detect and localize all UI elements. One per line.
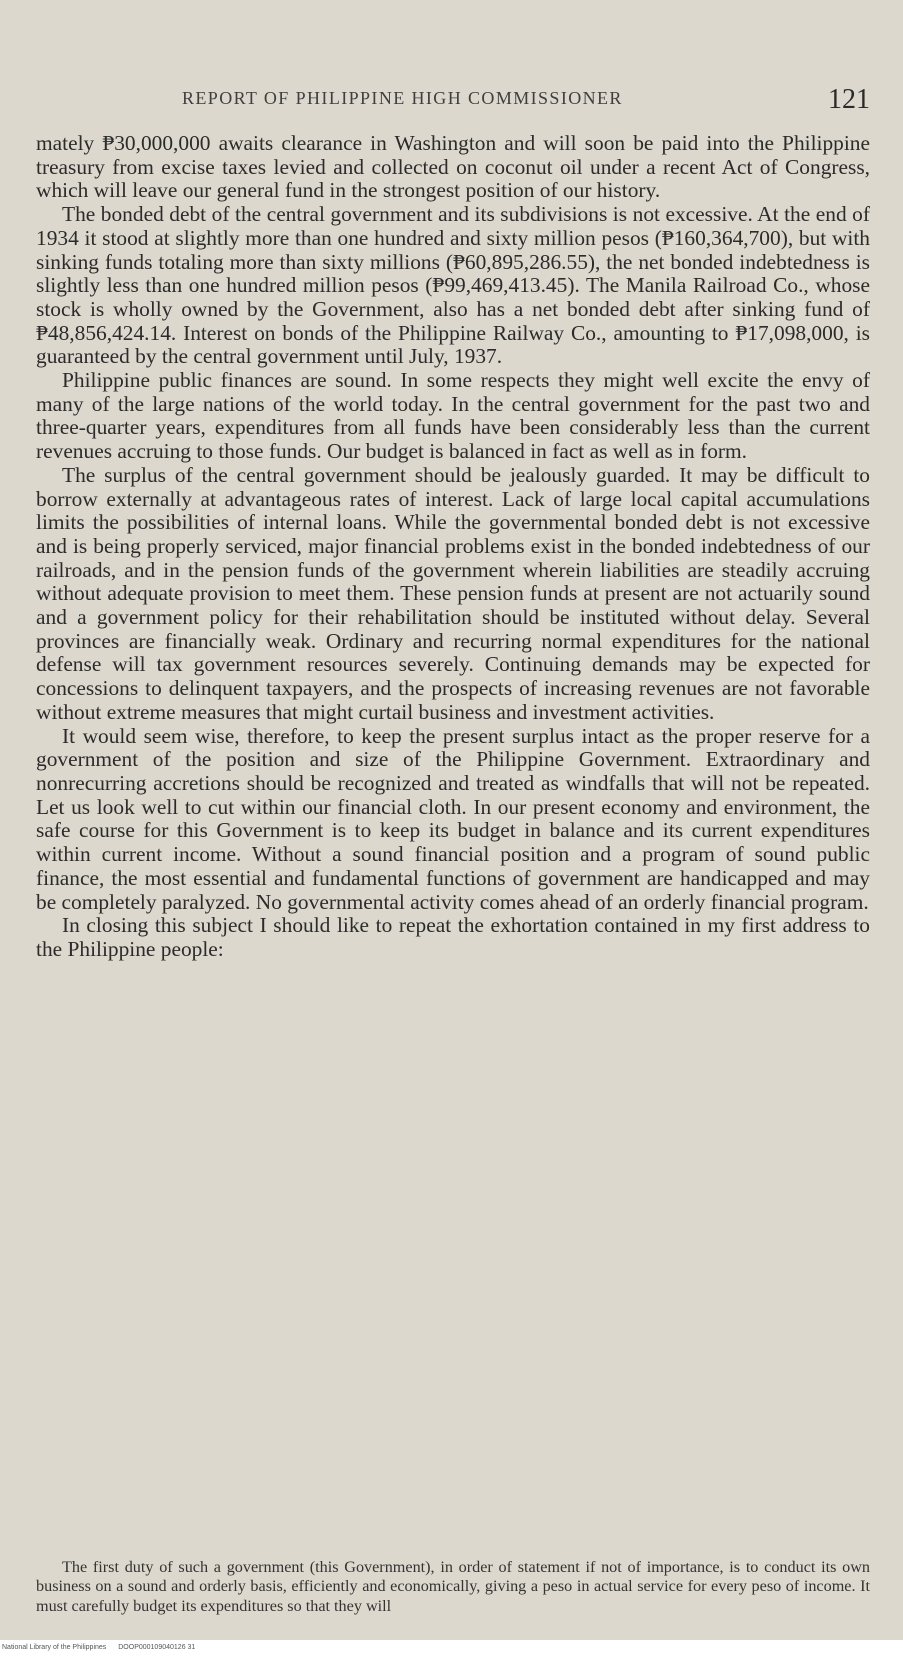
paragraph-continued: mately ₱30,000,000 awaits clearance in Washington and will soon be paid into the Philippine treasury from excise taxes levied and collected on coconut oil under a recent Act of Congress, which will leave our general fund in the strongest position of our history. — [36, 131, 870, 203]
paragraph-surplus: The surplus of the central government should be jealously guarded. It may be difficult to borrow externally at advantageous rates of interest. Lack of large local capital accumulations limits the possibilities of internal loans. While the governmental bonded debt is not excessive and is being properly serviced, major financial problems exist in the bonded indebtedness of our railroads, and in the pension funds of the government wherein liabilities are steadily accruing without adequate provision to meet them. These pension funds at present are not actuarily sound and a government policy for their rehabilitation should be instituted without delay. Several provinces are financially weak. Ordinary and recurring normal expenditures for the national defense will tax government resources severely. Continuing demands may be expected for concessions to delinquent taxpayers, and the prospects of increasing revenues are not favorable without extreme measures that might curtail business and investment activities. — [36, 462, 870, 724]
scan-footer — [0, 1640, 903, 1656]
running-head: REPORT OF PHILIPPINE HIGH COMMISSIONER — [182, 88, 623, 108]
paragraph-reserve: It would seem wise, therefore, to keep the present surplus intact as the proper reserve for a government of the position and size of the Philippine Government. Extraordinary and nonrecurring accretions should be recognized and treated as windfalls that will not be repeated. Let us look well to cut within our financial cloth. In our present economy and environment, the safe course for this Government is to keep its budget in balance and its current expenditures within current income. Without a sound financial position and a program of sound public finance, the most essential and fundamental functions of government are handicapped and may be completely paralyzed. No governmental activity comes ahead of an orderly financial program. — [36, 723, 870, 914]
footer-identifier: DOOP000109040126 31 — [118, 1644, 196, 1651]
paragraph-public-finances: Philippine public finances are sound. In some respects they might well excite the envy of many of the large nations of the world today. In the central government for the past two and three-quarter years, expenditures from all funds have been considerably less than the current revenues accruing to those funds. Our budget is balanced in fact as well as in form. — [36, 368, 870, 464]
body-text — [36, 132, 870, 962]
paragraph-closing: In closing this subject I should like to repeat the exhortation contained in my first address to the Philippine people: — [36, 913, 870, 961]
page-header — [36, 84, 876, 124]
paragraph-bonded-debt: The bonded debt of the central government and its subdivisions is not excessive. At the end of 1934 it stood at slightly more than one hundred and sixty million pesos (₱160,364,700), but with sinking funds totaling more than sixty millions (₱60,895,286.55), the net bonded indebtedness is slightly less than one hundred million pesos (₱99,469,413.45). The Manila Railroad Co., whose stock is wholly owned by the Government, also has a net bonded debt after sinking fund of ₱48,856,424.14. Interest on bonds of the Philippine Railway Co., amounting to ₱17,098,000, is guaranteed by the central government until July, 1937. — [36, 202, 870, 369]
block-quote — [36, 1558, 870, 1616]
quote-text: The first duty of such a government (this Government), in order of statement if not of importance, is to conduct its own business on a sound and orderly basis, efficiently and economically, giving a peso in actual service for every peso of income. It must carefully budget its expenditures so that they will — [36, 1558, 870, 1615]
page-number: 121 — [828, 84, 870, 115]
footer-library: National Library of the Philippines — [2, 1644, 107, 1651]
